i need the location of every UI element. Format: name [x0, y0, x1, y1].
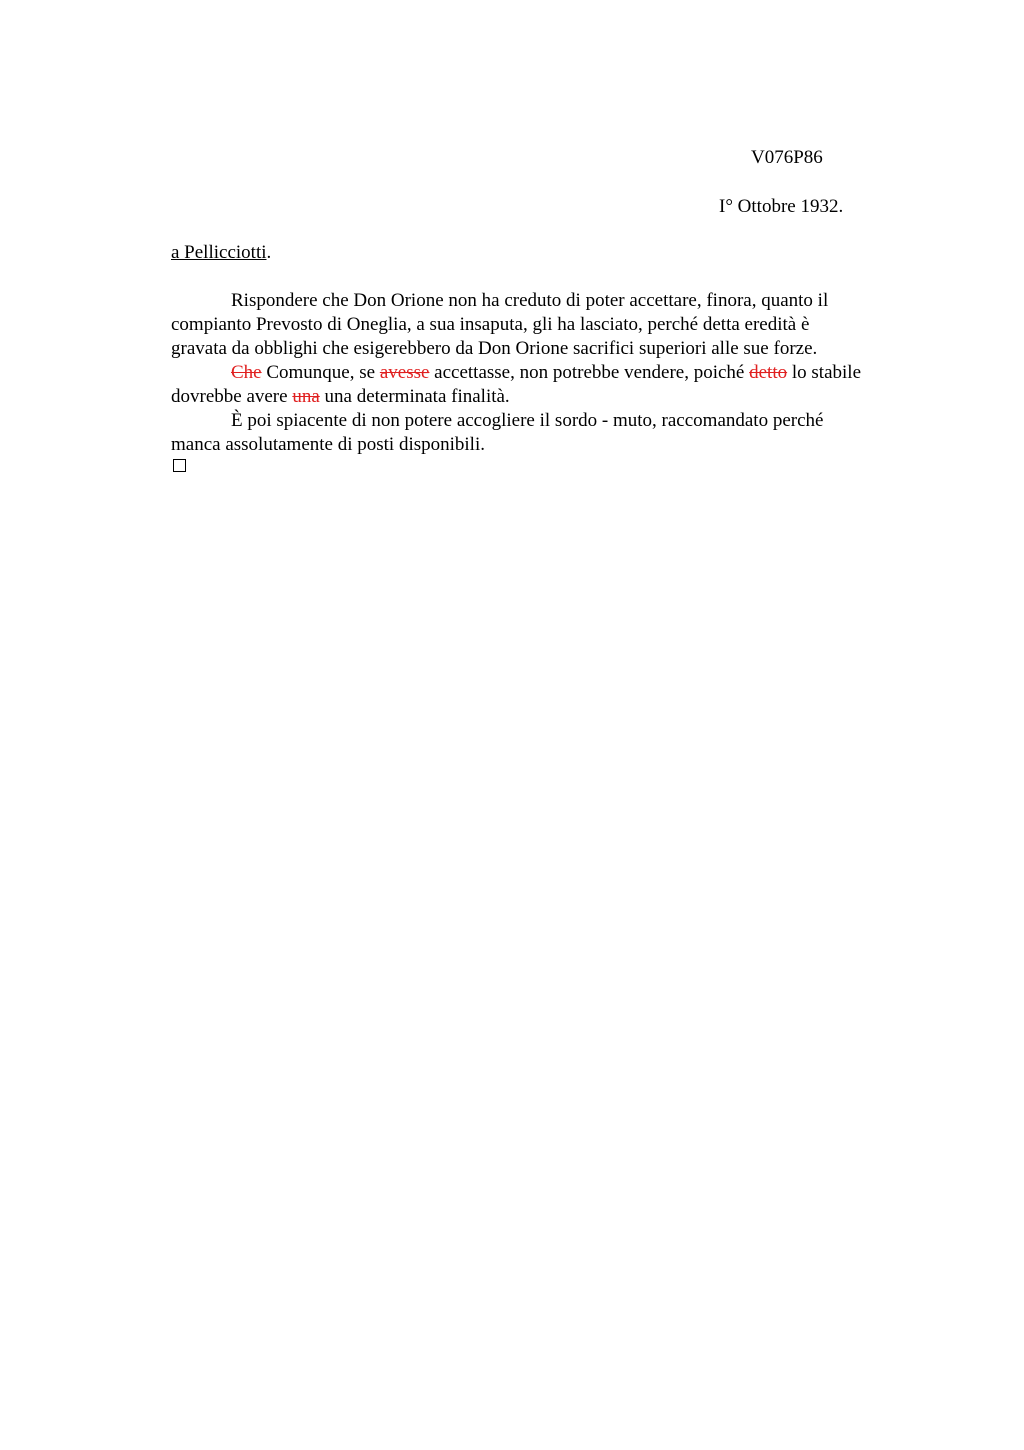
paragraph-1-line-2: compianto Prevosto di Oneglia, a sua insaputa, gli ha lasciato, perché detta eredità è	[171, 314, 810, 335]
paragraph-2-line-1	[171, 361, 931, 385]
paragraph-3-line-1: È poi spiacente di non potere accogliere il sordo - muto, raccomandato perché	[231, 410, 824, 431]
paragraph-text: lo stabile	[787, 362, 862, 383]
paragraph-text: dovrebbe avere	[171, 386, 293, 407]
paragraph-1	[171, 289, 931, 361]
paragraph-text: accettasse, non potrebbe vendere, poiché	[429, 362, 750, 383]
paragraph-text: una determinata finalità.	[319, 386, 510, 407]
recipient-line	[171, 241, 271, 265]
deleted-word: una	[292, 386, 320, 407]
paragraph-2	[171, 361, 931, 409]
document-date: I° Ottobre 1932.	[719, 196, 844, 217]
deleted-word: avesse	[379, 362, 430, 383]
deleted-word: Che	[231, 362, 262, 383]
deleted-word: detto	[749, 362, 788, 383]
letter-body	[171, 289, 931, 457]
paragraph-2-line-2	[171, 385, 931, 409]
paragraph-1-line-1: Rispondere che Don Orione non ha creduto di poter accettare, finora, quanto il	[231, 290, 829, 311]
paragraph-3-line-2: manca assolutamente di posti disponibili.	[171, 434, 485, 455]
end-marker-box-icon	[173, 459, 186, 472]
recipient-name: a Pellicciotti	[171, 242, 267, 263]
document-code: V076P86	[751, 147, 823, 168]
paragraph-1-line-3: gravata da obblighi che esigerebbero da Don Orione sacrifici superiori alle sue forze.	[171, 338, 818, 359]
paragraph-text: Comunque, se	[261, 362, 380, 383]
recipient-punct: .	[266, 242, 272, 263]
paragraph-3	[171, 409, 931, 457]
